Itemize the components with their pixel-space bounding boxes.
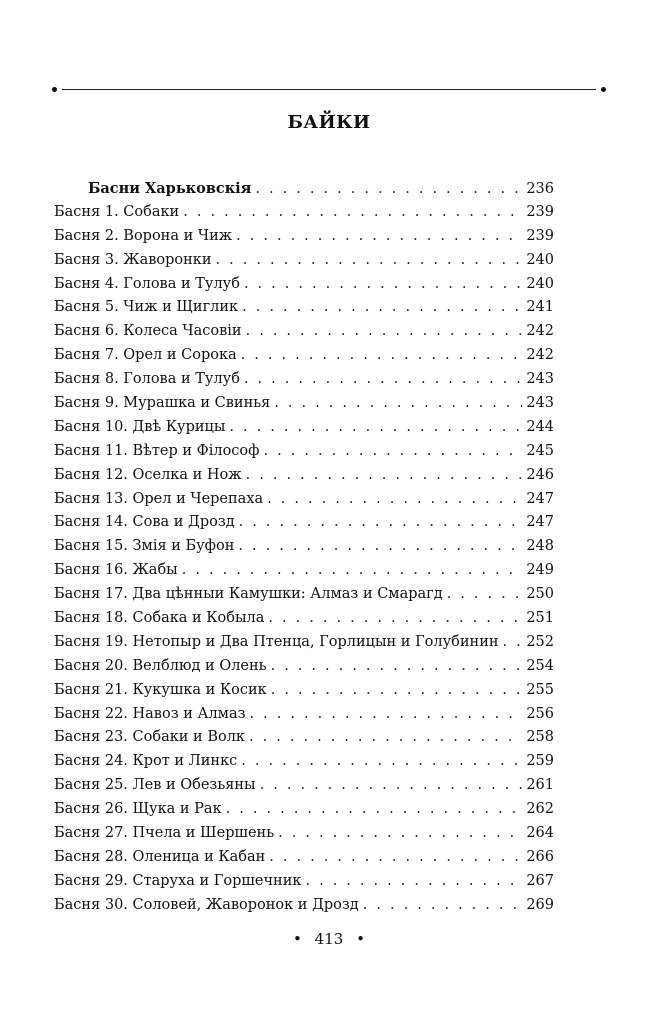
toc-entry-label: Басня 27. Пчела и Шершень [54, 825, 275, 842]
toc-entry [54, 296, 554, 320]
toc-entry-label: Басня 30. Соловей, Жаворонок и Дрозд [54, 896, 359, 913]
toc-entry [54, 440, 554, 464]
toc-entry-page: 248 [526, 538, 554, 555]
toc-entry [54, 679, 554, 703]
toc-entry [54, 798, 554, 822]
toc-entry [54, 225, 554, 249]
toc-entry-page: 244 [526, 418, 554, 435]
toc-entry [54, 655, 554, 679]
toc-entry-label: Басня 10. Двѣ Курицы [54, 418, 226, 435]
rule-left-dot [52, 87, 57, 92]
toc-entry [54, 559, 554, 583]
toc-entry [54, 726, 554, 750]
toc-dot-leader [250, 703, 523, 727]
toc-entry-page: 266 [526, 848, 554, 865]
toc-entry [54, 607, 554, 631]
table-of-contents [54, 177, 554, 918]
toc-dot-leader [260, 774, 523, 798]
toc-entry-page: 245 [526, 442, 554, 459]
toc-entry-label: Басня 3. Жаворонки [54, 251, 212, 268]
rule-line [62, 89, 596, 90]
toc-entry-label: Басня 15. Змія и Буфон [54, 538, 235, 555]
toc-entry-label: Басня 2. Ворона и Чиж [54, 227, 233, 244]
toc-entry [54, 320, 554, 344]
toc-entry-page: 269 [526, 896, 554, 913]
toc-entry [54, 511, 554, 535]
toc-entry [54, 201, 554, 225]
toc-entry-label: Басня 26. Щука и Рак [54, 801, 222, 818]
toc-entry [54, 583, 554, 607]
page-number: 413 [314, 930, 344, 948]
toc-entry-label: Басня 16. Жабы [54, 562, 178, 579]
toc-dot-leader [236, 225, 522, 249]
toc-dot-leader [229, 416, 522, 440]
toc-entry-label: Басня 14. Сова и Дрозд [54, 514, 235, 531]
toc-dot-leader [183, 201, 522, 225]
toc-entry [54, 464, 554, 488]
page-title: БАЙКИ [287, 112, 371, 133]
toc-entry [54, 488, 554, 512]
toc-dot-leader [182, 559, 523, 583]
toc-entry-page: 239 [526, 203, 554, 220]
folio-bullet-right: • [356, 930, 365, 948]
toc-dot-leader [278, 822, 522, 846]
toc-section-entry [54, 177, 554, 201]
toc-entry [54, 870, 554, 894]
toc-dot-leader [271, 655, 523, 679]
toc-entry-page: 261 [526, 777, 554, 794]
toc-dot-leader [305, 870, 522, 894]
toc-entry-label: Басня 28. Оленица и Кабан [54, 848, 266, 865]
toc-entry-label: Басня 17. Два цѣнныи Камушки: Алмаз и Смарагд [54, 586, 443, 603]
toc-dot-leader [255, 178, 522, 201]
toc-entry-page: 240 [526, 275, 554, 292]
toc-entry [54, 392, 554, 416]
toc-entry [54, 368, 554, 392]
toc-entry-page: 242 [526, 323, 554, 340]
toc-dot-leader [503, 631, 523, 655]
toc-dot-leader [238, 535, 522, 559]
toc-entry-label: Басня 21. Кукушка и Косик [54, 681, 267, 698]
toc-dot-leader [246, 464, 523, 488]
toc-entry-label: Басня 9. Мурашка и Свинья [54, 395, 271, 412]
toc-dot-leader [274, 392, 522, 416]
toc-entry-label: Басня 8. Голова и Тулуб [54, 371, 240, 388]
folio-bullet-left: • [293, 930, 302, 948]
toc-entry [54, 273, 554, 297]
toc-entry-page: 264 [526, 825, 554, 842]
toc-entry-page: 243 [526, 371, 554, 388]
page-folio [0, 930, 658, 948]
toc-dot-leader [244, 273, 522, 297]
toc-entry [54, 535, 554, 559]
toc-dot-leader [249, 726, 522, 750]
toc-dot-leader [264, 440, 523, 464]
toc-dot-leader [239, 511, 523, 535]
toc-entry-label: Басня 4. Голова и Тулуб [54, 275, 240, 292]
toc-entry [54, 631, 554, 655]
toc-entry-label: Басня 25. Лев и Обезьяны [54, 777, 256, 794]
toc-entry-page: 259 [526, 753, 554, 770]
toc-dot-leader [271, 679, 523, 703]
toc-dot-leader [242, 296, 522, 320]
toc-entry-page: 247 [526, 490, 554, 507]
toc-entry-label: Басня 29. Старуха и Горшечник [54, 872, 302, 889]
toc-entry [54, 416, 554, 440]
toc-entry [54, 894, 554, 918]
toc-entry-page: 262 [526, 801, 554, 818]
toc-entry-label: Басня 24. Крот и Линкс [54, 753, 238, 770]
toc-entry-label: Басня 18. Собака и Кобыла [54, 610, 265, 627]
toc-dot-leader [268, 607, 522, 631]
toc-entry [54, 249, 554, 273]
toc-entry-page: 240 [526, 251, 554, 268]
toc-entry-label: Басни Харьковскія [88, 180, 252, 197]
toc-entry-label: Басня 11. Вѣтер и Філософ [54, 442, 260, 459]
rule-right-dot [601, 87, 606, 92]
toc-entry [54, 774, 554, 798]
toc-entry-page: 256 [526, 705, 554, 722]
toc-entry-label: Басня 23. Собаки и Волк [54, 729, 245, 746]
toc-entry-label: Басня 20. Велблюд и Олень [54, 657, 267, 674]
toc-entry-page: 258 [526, 729, 554, 746]
toc-entry-page: 242 [526, 347, 554, 364]
toc-entry-page: 255 [526, 681, 554, 698]
toc-dot-leader [226, 798, 523, 822]
toc-entry-label: Басня 12. Оселка и Нож [54, 466, 242, 483]
toc-entry [54, 703, 554, 727]
toc-dot-leader [216, 249, 523, 273]
toc-entry-label: Басня 19. Нетопыр и Два Птенца, Горлицын и Голубинин [54, 633, 499, 650]
toc-entry-page: 252 [526, 633, 554, 650]
toc-entry-page: 249 [526, 562, 554, 579]
toc-dot-leader [447, 583, 523, 607]
toc-entry [54, 846, 554, 870]
header-rule [52, 87, 606, 93]
toc-dot-leader [241, 750, 522, 774]
toc-dot-leader [269, 846, 522, 870]
toc-dot-leader [241, 344, 523, 368]
toc-entry-page: 239 [526, 227, 554, 244]
toc-dot-leader [363, 894, 523, 918]
toc-entry-page: 246 [526, 466, 554, 483]
toc-entry-page: 241 [526, 299, 554, 316]
toc-entry-page: 243 [526, 395, 554, 412]
toc-entry-page: 236 [526, 181, 554, 197]
toc-entry [54, 822, 554, 846]
toc-entry-label: Басня 13. Орел и Черепаха [54, 490, 264, 507]
toc-entry-page: 254 [526, 657, 554, 674]
toc-entry-label: Басня 22. Навоз и Алмаз [54, 705, 246, 722]
toc-dot-leader [246, 320, 523, 344]
toc-entry-label: Басня 7. Орел и Сорока [54, 347, 237, 364]
toc-entry [54, 344, 554, 368]
toc-entry-page: 251 [526, 610, 554, 627]
toc-entry-page: 250 [526, 586, 554, 603]
toc-entry [54, 750, 554, 774]
toc-entry-page: 267 [526, 872, 554, 889]
toc-entry-page: 247 [526, 514, 554, 531]
toc-entry-label: Басня 6. Колеса Часовіи [54, 323, 242, 340]
toc-dot-leader [244, 368, 522, 392]
toc-entry-label: Басня 5. Чиж и Щиглик [54, 299, 239, 316]
toc-dot-leader [267, 488, 522, 512]
toc-entry-label: Басня 1. Собаки [54, 203, 180, 220]
